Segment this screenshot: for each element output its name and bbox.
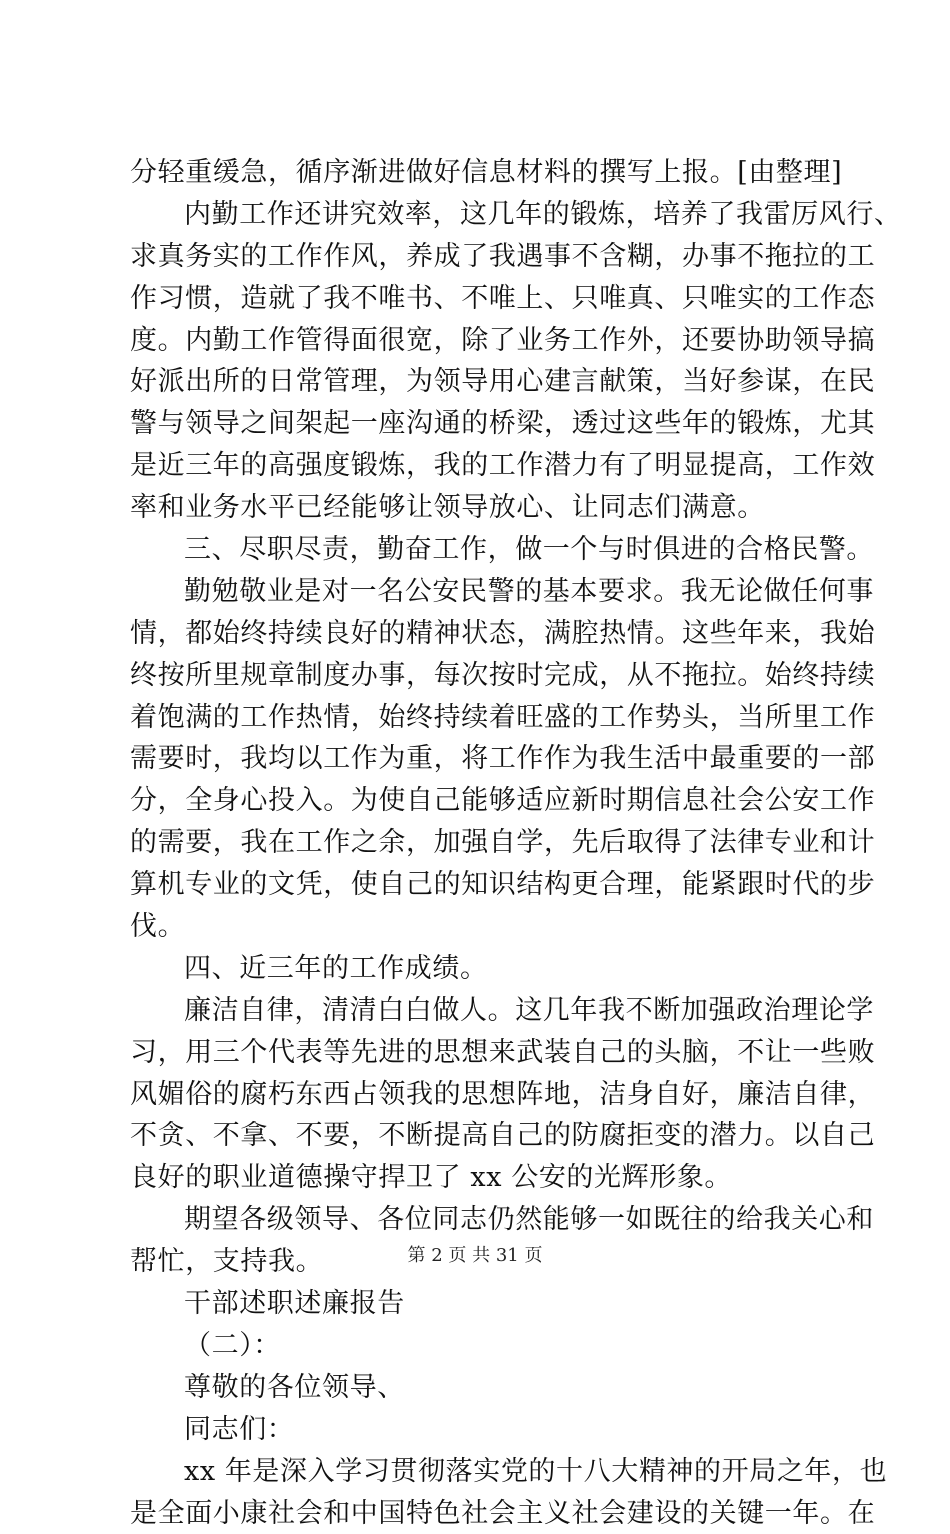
text-line: 是近三年的高强度锻炼，我的工作潜力有了明显提高，工作效 — [130, 445, 830, 487]
text-line: 廉洁自律，清清白白做人。这几年我不断加强政治理论学 — [130, 990, 830, 1032]
text-line: 勤勉敬业是对一名公安民警的基本要求。我无论做任何事 — [130, 571, 830, 613]
document-subtitle: 干部述职述廉报告 — [130, 1283, 830, 1325]
text-line: 求真务实的工作作风，养成了我遇事不含糊，办事不拖拉的工 — [130, 236, 830, 278]
text-line: 分，全身心投入。为使自己能够适应新时期信息社会公安工作 — [130, 780, 830, 822]
text-line: 需要时，我均以工作为重，将工作作为我生活中最重要的一部 — [130, 738, 830, 780]
text-line: 良好的职业道德操守捍卫了 xx 公安的光辉形象。 — [130, 1157, 830, 1199]
text-line: 情，都始终持续良好的精神状态，满腔热情。这些年来，我始 — [130, 613, 830, 655]
salutation: 尊敬的各位领导、 — [130, 1367, 830, 1409]
text-line: 内勤工作还讲究效率，这几年的锻炼，培养了我雷厉风行、 — [130, 194, 830, 236]
text-line: 度。内勤工作管得面很宽，除了业务工作外，还要协助领导搞 — [130, 320, 830, 362]
text-line: 不贪、不拿、不要，不断提高自己的防腐拒变的潜力。以自己 — [130, 1115, 830, 1157]
document-body — [130, 152, 830, 1534]
text-line: 终按所里规章制度办事，每次按时完成，从不拖拉。始终持续 — [130, 655, 830, 697]
text-line: 是全面小康社会和中国特色社会主义社会建设的关键一年。在 — [130, 1493, 830, 1534]
text-line: 帮忙，支持我。 — [130, 1241, 830, 1283]
section-heading: 四、近三年的工作成绩。 — [130, 948, 830, 990]
text-line: 着饱满的工作热情，始终持续着旺盛的工作势头，当所里工作 — [130, 697, 830, 739]
text-line: 算机专业的文凭，使自己的知识结构更合理，能紧跟时代的步 — [130, 864, 830, 906]
text-line: 率和业务水平已经能够让领导放心、让同志们满意。 — [130, 487, 830, 529]
salutation: 同志们： — [130, 1409, 830, 1451]
text-line: 警与领导之间架起一座沟通的桥梁，透过这些年的锻炼，尤其 — [130, 403, 830, 445]
section-heading: 三、尽职尽责，勤奋工作，做一个与时俱进的合格民警。 — [130, 529, 830, 571]
text-line: 作习惯，造就了我不唯书、不唯上、只唯真、只唯实的工作态 — [130, 278, 830, 320]
text-line: xx 年是深入学习贯彻落实党的十八大精神的开局之年，也 — [130, 1451, 830, 1493]
text-line: 习，用三个代表等先进的思想来武装自己的头脑，不让一些败 — [130, 1032, 830, 1074]
text-line: 好派出所的日常管理，为领导用心建言献策，当好参谋，在民 — [130, 361, 830, 403]
text-line: 的需要，我在工作之余，加强自学，先后取得了法律专业和计 — [130, 822, 830, 864]
text-line: 伐。 — [130, 906, 830, 948]
text-line: 风媚俗的腐朽东西占领我的思想阵地，洁身自好，廉洁自律， — [130, 1074, 830, 1116]
document-subtitle-number: （二）： — [130, 1325, 830, 1367]
text-line: 期望各级领导、各位同志仍然能够一如既往的给我关心和 — [130, 1199, 830, 1241]
page-footer: 第 2 页 共 31 页 — [0, 1241, 950, 1267]
text-line: 分轻重缓急，循序渐进做好信息材料的撰写上报。[由整理] — [130, 152, 830, 194]
